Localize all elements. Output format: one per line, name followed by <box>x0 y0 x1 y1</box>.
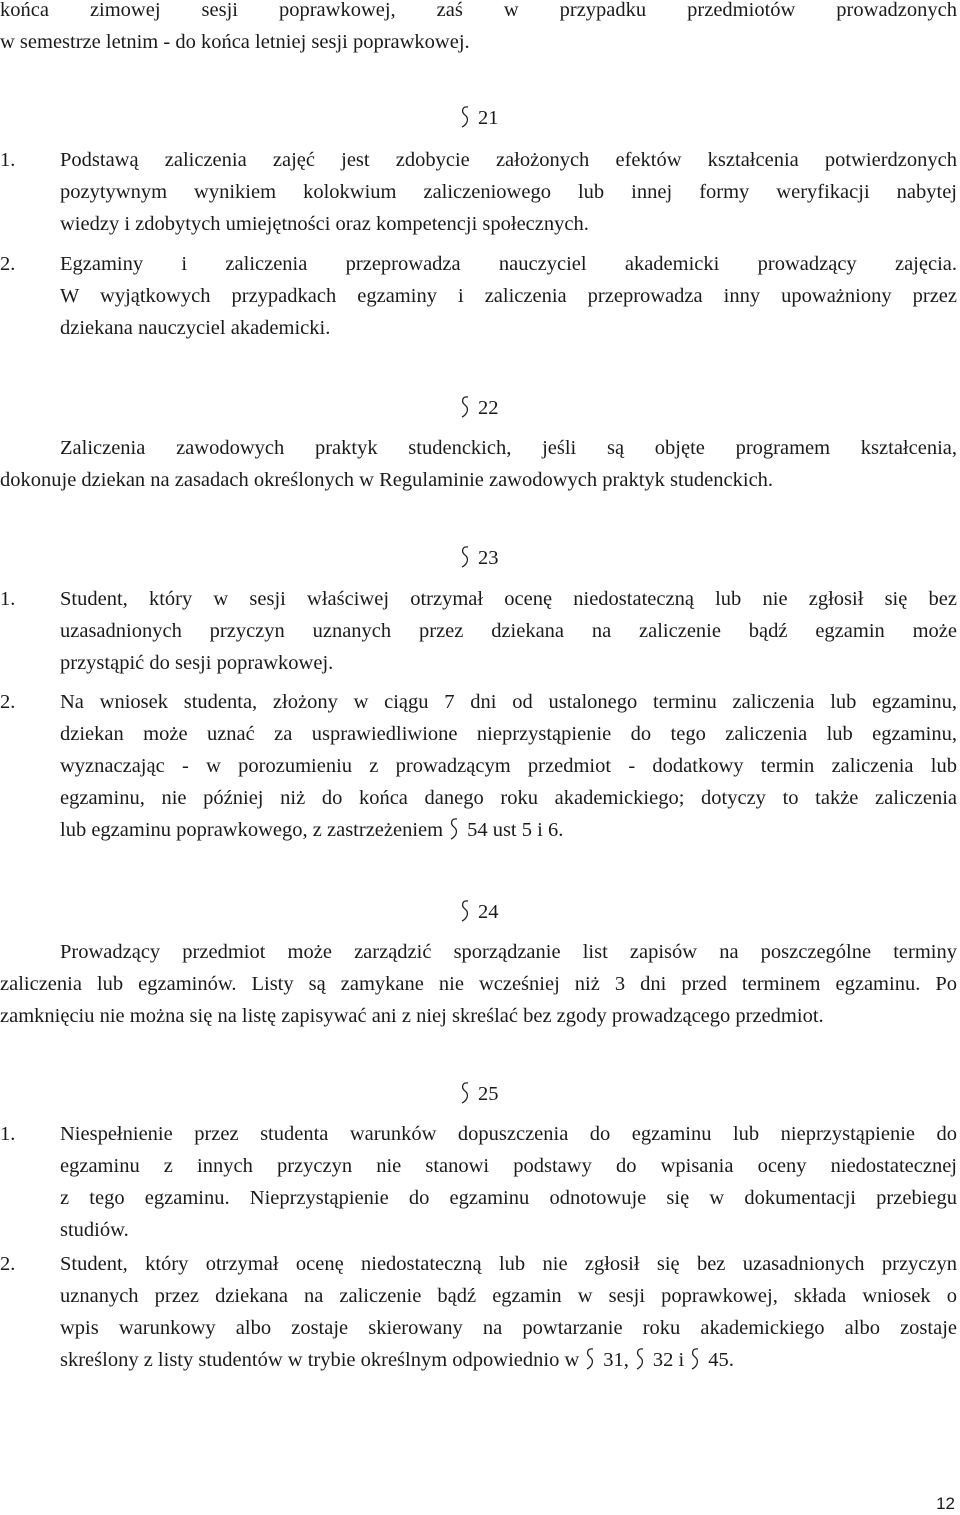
section-sign-icon <box>458 1080 472 1106</box>
text-line: zamknięciu nie można się na listę zapisywać ani z niej skreślać bez zgody prowadzącego przedmiot. <box>0 1005 824 1027</box>
item-number: 1. <box>0 588 16 610</box>
text-line: przystąpić do sesji poprawkowej. <box>60 652 334 674</box>
item-number: 2. <box>0 253 16 275</box>
text-fragment: skreślony z listy studentów w trybie określnym odpowiednio w <box>60 1349 580 1371</box>
list-item <box>0 248 957 344</box>
text-line: wpis warunkowy albo zostaje skierowany na powtarzanie roku akademickiego albo zostaje <box>60 1317 957 1339</box>
section-sign-icon <box>688 1346 702 1372</box>
text-line: pozytywnym wynikiem kolokwium zaliczeniowego lub innej formy weryfikacji nabytej <box>60 181 957 203</box>
section-25-item-2 <box>0 1248 957 1376</box>
section-heading-24 <box>458 896 499 928</box>
text-line: Egzaminy i zaliczenia przeprowadza nauczyciel akademicki prowadzący zajęcia. <box>60 253 957 275</box>
text-line <box>60 1344 957 1376</box>
text-line: dziekan może uznać za usprawiedliwione nieprzystąpienie do tego zaliczenia lub egzaminu, <box>60 723 957 745</box>
text-line: wiedzy i zdobytych umiejętności oraz kompetencji społecznych. <box>60 213 589 235</box>
section-number: 23 <box>478 547 499 569</box>
text-line: uzasadnionych przyczyn uznanych przez dziekana na zaliczenie bądź egzamin może <box>60 620 957 642</box>
section-sign-icon <box>458 104 472 130</box>
text-line: Zaliczenia zawodowych praktyk studenckich, jeśli są objęte programem kształcenia, <box>60 437 957 459</box>
text-line: W wyjątkowych przypadkach egzaminy i zaliczenia przeprowadza inny upoważniony przez <box>60 285 957 307</box>
text-fragment: 54 ust 5 i 6. <box>467 819 564 841</box>
section-heading-21 <box>458 102 499 134</box>
text-line: studiów. <box>60 1219 129 1241</box>
section-25-item-1 <box>0 1118 957 1246</box>
section-number: 22 <box>478 397 499 419</box>
text-line: końca zimowej sesji poprawkowej, zaś w przypadku przedmiotów prowadzonych <box>0 0 957 21</box>
section-24-paragraph <box>0 936 957 1032</box>
section-22-paragraph <box>0 432 957 496</box>
page-number: 12 <box>936 1494 955 1513</box>
section-21-item-1 <box>0 144 957 240</box>
item-number: 2. <box>0 1253 16 1275</box>
section-sign-icon <box>458 394 472 420</box>
text-line: zaliczenia lub egzaminów. Listy są zamykane nie wcześniej niż 3 dni przed terminem egzaminu. Po <box>0 973 957 995</box>
text-line: dziekana nauczyciel akademicki. <box>60 317 331 339</box>
section-reference: 31, <box>603 1349 629 1371</box>
text-line: z tego egzaminu. Nieprzystąpienie do egzaminu odnotowuje się w dokumentacji przebiegu <box>60 1187 957 1209</box>
section-number: 21 <box>478 107 499 129</box>
text-line: egzaminu z innych przyczyn nie stanowi podstawy do wpisania oceny niedostatecznej <box>60 1155 957 1177</box>
section-number: 24 <box>478 901 499 923</box>
section-heading-25 <box>458 1078 499 1110</box>
section-heading-22 <box>458 392 499 424</box>
list-item <box>0 686 957 846</box>
text-line: Na wniosek studenta, złożony w ciągu 7 dni od ustalonego terminu zaliczenia lub egzaminu, <box>60 691 957 713</box>
section-23-item-1 <box>0 583 957 679</box>
text-fragment: lub egzaminu poprawkowego, z zastrzeżeniem <box>60 819 444 841</box>
text-line <box>60 814 957 846</box>
text-line: Student, który w sesji właściwej otrzymał ocenę niedostateczną lub nie zgłosił się bez <box>60 588 957 610</box>
item-number: 2. <box>0 691 16 713</box>
text-line: egzaminu, nie później niż do końca danego roku akademickiego; dotyczy to także zaliczenia <box>60 787 957 809</box>
list-item <box>0 1248 957 1376</box>
text-line: Prowadzący przedmiot może zarządzić sporządzanie list zapisów na poszczególne terminy <box>60 941 957 963</box>
section-23-item-2 <box>0 686 957 846</box>
item-number: 1. <box>0 1123 16 1145</box>
text-line: uznanych przez dziekana na zaliczenie bądź egzamin w sesji poprawkowej, składa wniosek o <box>60 1285 957 1307</box>
item-number: 1. <box>0 149 16 171</box>
text-line: w semestrze letnim - do końca letniej sesji poprawkowej. <box>0 31 470 53</box>
text-line: Podstawą zaliczenia zajęć jest zdobycie założonych efektów kształcenia potwierdzonych <box>60 149 957 171</box>
list-item <box>0 583 957 679</box>
text-line: Niespełnienie przez studenta warunków dopuszczenia do egzaminu lub nieprzystąpienie do <box>60 1123 957 1145</box>
section-reference: 45. <box>708 1349 734 1371</box>
section-reference: 32 i <box>652 1349 685 1371</box>
text-line: dokonuje dziekan na zasadach określonych w Regulaminie zawodowych praktyk studenckich. <box>0 469 774 491</box>
section-sign-icon <box>633 1346 647 1372</box>
section-number: 25 <box>478 1083 499 1105</box>
text-line: wyznaczając - w porozumieniu z prowadzącym przedmiot - dodatkowy termin zaliczenia lub <box>60 755 957 777</box>
section-heading-23 <box>458 542 499 574</box>
list-item <box>0 144 957 240</box>
text-line: Student, który otrzymał ocenę niedostateczną lub nie zgłosił się bez uzasadnionych przyczyn <box>60 1253 957 1275</box>
continuation-paragraph <box>0 0 957 58</box>
section-sign-icon <box>458 898 472 924</box>
list-item <box>0 1118 957 1246</box>
section-sign-icon <box>458 544 472 570</box>
section-21-item-2 <box>0 248 957 344</box>
section-sign-icon <box>583 1346 597 1372</box>
section-sign-icon <box>447 816 461 842</box>
